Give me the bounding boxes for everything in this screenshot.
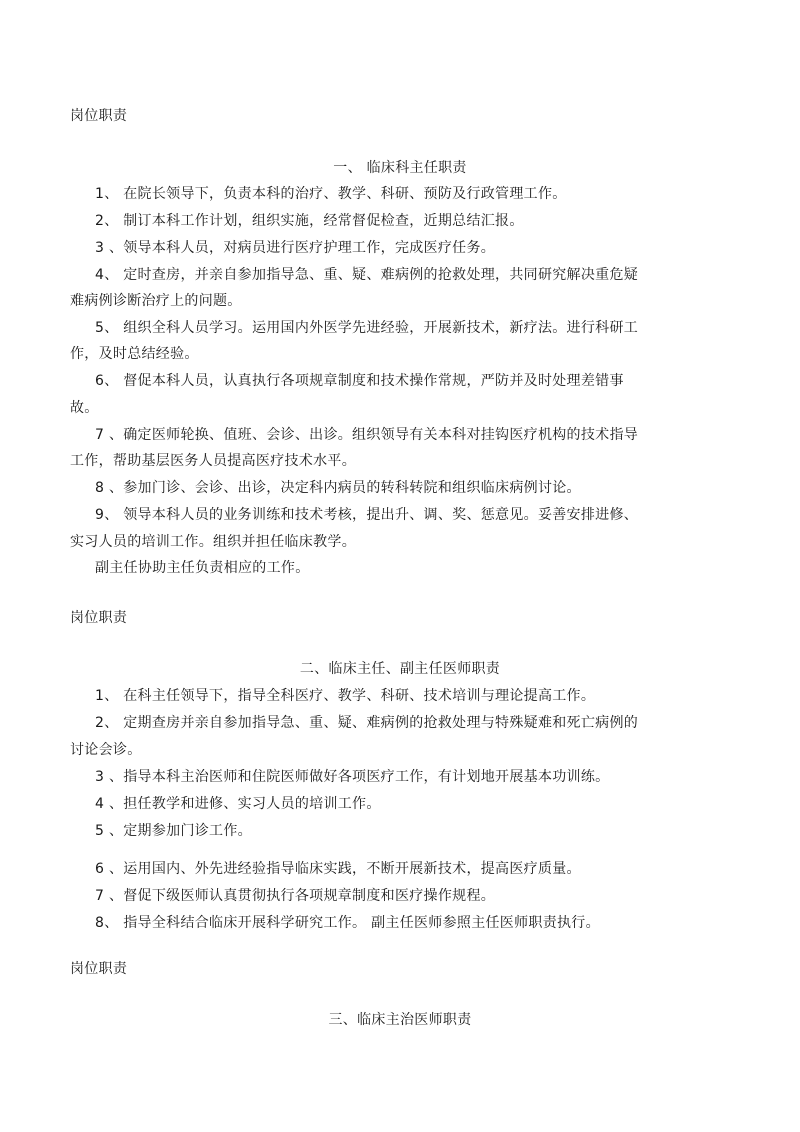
section-header: 岗位职责 [70, 108, 128, 124]
duty-item-continuation: 难病例诊断治疗上的问题。 [70, 293, 242, 309]
duty-item: 5、 组织全科人员学习。运用国内外医学先进经验，开展新技术，新疗法。进行科研工 [95, 320, 639, 336]
section-title: 三、临床主治医师职责 [328, 1012, 472, 1028]
section-header: 岗位职责 [70, 610, 128, 626]
duty-item: 1、 在科主任领导下，指导全科医疗、教学、科研、技术培训与理论提高工作。 [95, 688, 596, 704]
duty-item: 2、 定期查房并亲自参加指导急、重、疑、难病例的抢救处理与特殊疑难和死亡病例的 [95, 715, 639, 731]
duty-item: 8、 指导全科结合临床开展科学研究工作。 副主任医师参照主任医师职责执行。 [95, 915, 600, 931]
duty-item: 9、 领导本科人员的业务训练和技术考核，提出升、调、奖、惩意见。妥善安排进修、 [95, 507, 639, 523]
duty-item-continuation: 故。 [70, 400, 99, 416]
duty-item-continuation: 工作，帮助基层医务人员提高医疗技术水平。 [70, 453, 356, 469]
duty-item: 2、 制订本科工作计划，组织实施，经常督促检查，近期总结汇报。 [95, 213, 524, 229]
duty-item-continuation: 讨论会诊。 [70, 742, 142, 758]
duty-item: 6 、运用国内、外先进经验指导临床实践，不断开展新技术，提高医疗质量。 [95, 861, 581, 877]
duty-note: 副主任协助主任负责相应的工作。 [95, 560, 310, 576]
duty-item: 7 、确定医师轮换、值班、会诊、出诊。组织领导有关本科对挂钩医疗机构的技术指导 [95, 427, 639, 443]
duty-item: 3 、领导本科人员，对病员进行医疗护理工作，完成医疗任务。 [95, 240, 496, 256]
duty-item: 4 、担任教学和进修、实习人员的培训工作。 [95, 796, 381, 812]
section-title: 二、临床主任、副主任医师职责 [299, 661, 501, 677]
duty-item: 5 、定期参加门诊工作。 [95, 823, 252, 839]
duty-item: 3 、指导本科主治医师和住院医师做好各项医疗工作，有计划地开展基本功训练。 [95, 769, 610, 785]
section-header: 岗位职责 [70, 961, 128, 977]
duty-item: 6、 督促本科人员，认真执行各项规章制度和技术操作常规，严防并及时处理差错事 [95, 373, 624, 389]
duty-item-continuation: 实习人员的培训工作。组织并担任临床教学。 [70, 534, 356, 550]
duty-item: 8 、参加门诊、会诊、出诊，决定科内病员的转科转院和组织临床病例讨论。 [95, 480, 581, 496]
section-title: 一、 临床科主任职责 [333, 160, 467, 176]
duty-item: 7 、督促下级医师认真贯彻执行各项规章制度和医疗操作规程。 [95, 888, 496, 904]
duty-item-continuation: 作，及时总结经验。 [70, 346, 199, 362]
duty-item: 1、 在院长领导下，负责本科的治疗、教学、科研、预防及行政管理工作。 [95, 186, 567, 202]
duty-item: 4、 定时查房，并亲自参加指导急、重、疑、难病例的抢救处理，共同研究解决重危疑 [95, 267, 639, 283]
